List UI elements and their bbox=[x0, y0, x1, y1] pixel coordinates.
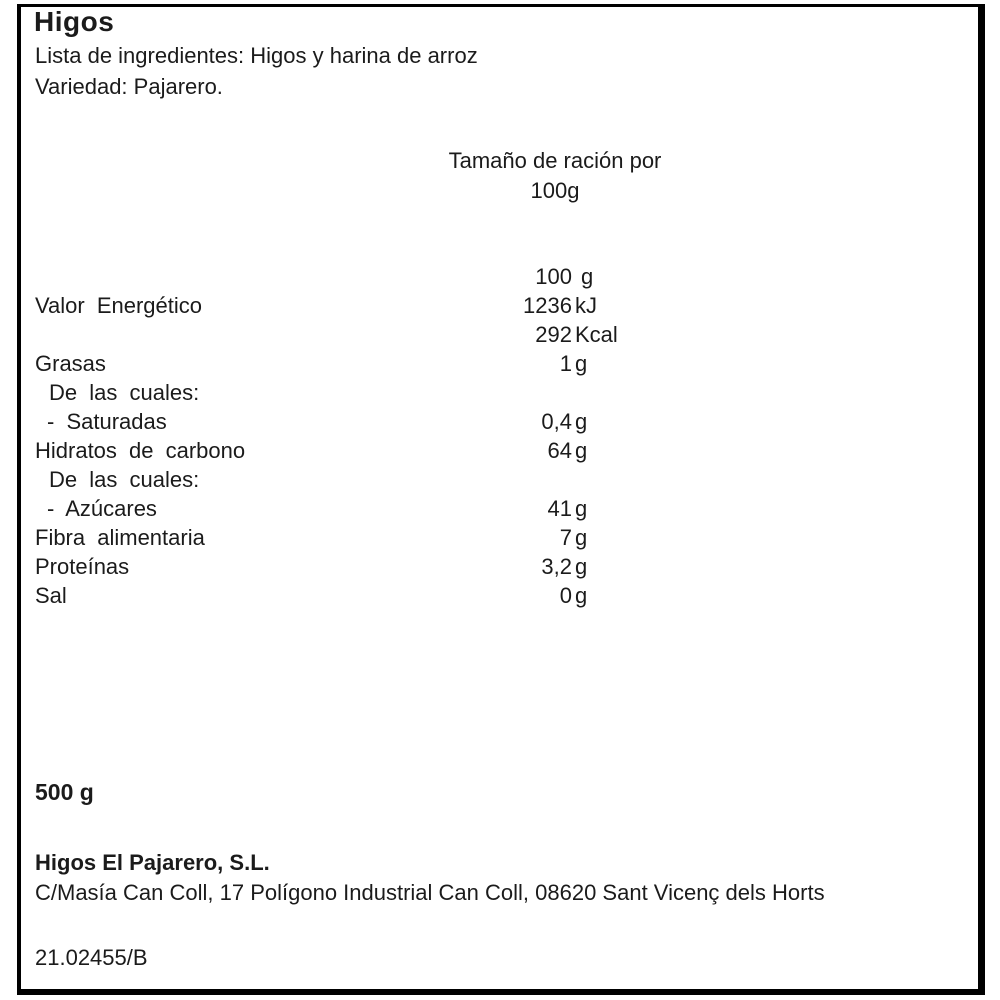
row-value: 0,4 bbox=[541, 409, 572, 434]
serving-size-line1: Tamaño de ración por bbox=[448, 148, 662, 173]
row-unit: g bbox=[575, 351, 588, 376]
row-label: Valor Energético bbox=[35, 293, 203, 318]
row-unit: g bbox=[575, 438, 588, 463]
table-row bbox=[21, 262, 978, 291]
page-title: Higos bbox=[34, 6, 115, 37]
serving-size-header bbox=[325, 146, 785, 206]
registration-number: 21.02455/B bbox=[35, 945, 148, 970]
row-label: Sal bbox=[35, 583, 67, 608]
row-label bbox=[21, 320, 515, 349]
row-value: 100 bbox=[535, 264, 572, 289]
table-row bbox=[21, 320, 978, 349]
row-unit: kJ bbox=[575, 293, 597, 318]
row-label: - Azúcares bbox=[47, 496, 157, 521]
table-row bbox=[21, 349, 978, 378]
row-value: 41 bbox=[547, 496, 572, 521]
row-unit: g bbox=[575, 554, 588, 579]
row-unit: g bbox=[581, 264, 594, 289]
row-value: 0 bbox=[559, 583, 572, 608]
ingredients-line: Lista de ingredientes: Higos y harina de arroz bbox=[35, 43, 478, 68]
row-label: Hidratos de carbono bbox=[35, 438, 246, 463]
table-row bbox=[21, 436, 978, 465]
row-label: Proteínas bbox=[35, 554, 130, 579]
row-unit: g bbox=[575, 496, 588, 521]
row-value: 292 bbox=[535, 322, 572, 347]
row-value: 64 bbox=[547, 438, 572, 463]
table-row bbox=[21, 581, 978, 610]
row-label: - Saturadas bbox=[47, 409, 167, 434]
row-unit: g bbox=[575, 525, 588, 550]
row-value: 1 bbox=[559, 351, 572, 376]
table-row bbox=[21, 552, 978, 581]
row-label: De las cuales: bbox=[49, 380, 200, 405]
row-label: Grasas bbox=[35, 351, 106, 376]
company-address: C/Masía Can Coll, 17 Polígono Industrial Can Coll, 08620 Sant Vicenç dels Horts bbox=[35, 880, 825, 905]
row-unit: Kcal bbox=[575, 322, 618, 347]
net-weight: 500 g bbox=[35, 779, 94, 805]
table-row bbox=[21, 494, 978, 523]
serving-size-line2: 100g bbox=[530, 178, 580, 203]
row-unit: g bbox=[575, 583, 588, 608]
row-unit bbox=[572, 378, 575, 407]
table-row bbox=[21, 407, 978, 436]
label-frame bbox=[17, 4, 985, 995]
variety-line: Variedad: Pajarero. bbox=[35, 74, 223, 99]
table-row bbox=[21, 523, 978, 552]
table-row bbox=[21, 465, 978, 494]
row-value: 1236 bbox=[523, 293, 572, 318]
row-value bbox=[515, 378, 572, 407]
company-name: Higos El Pajarero, S.L. bbox=[35, 850, 270, 875]
table-row bbox=[21, 378, 978, 407]
row-label bbox=[21, 262, 515, 291]
nutrition-table bbox=[21, 262, 978, 610]
row-value: 3,2 bbox=[541, 554, 572, 579]
row-unit bbox=[572, 465, 575, 494]
table-row bbox=[21, 291, 978, 320]
row-unit: g bbox=[575, 409, 588, 434]
row-value bbox=[515, 465, 572, 494]
row-label: Fibra alimentaria bbox=[35, 525, 205, 550]
row-label: De las cuales: bbox=[49, 467, 200, 492]
row-value: 7 bbox=[559, 525, 572, 550]
